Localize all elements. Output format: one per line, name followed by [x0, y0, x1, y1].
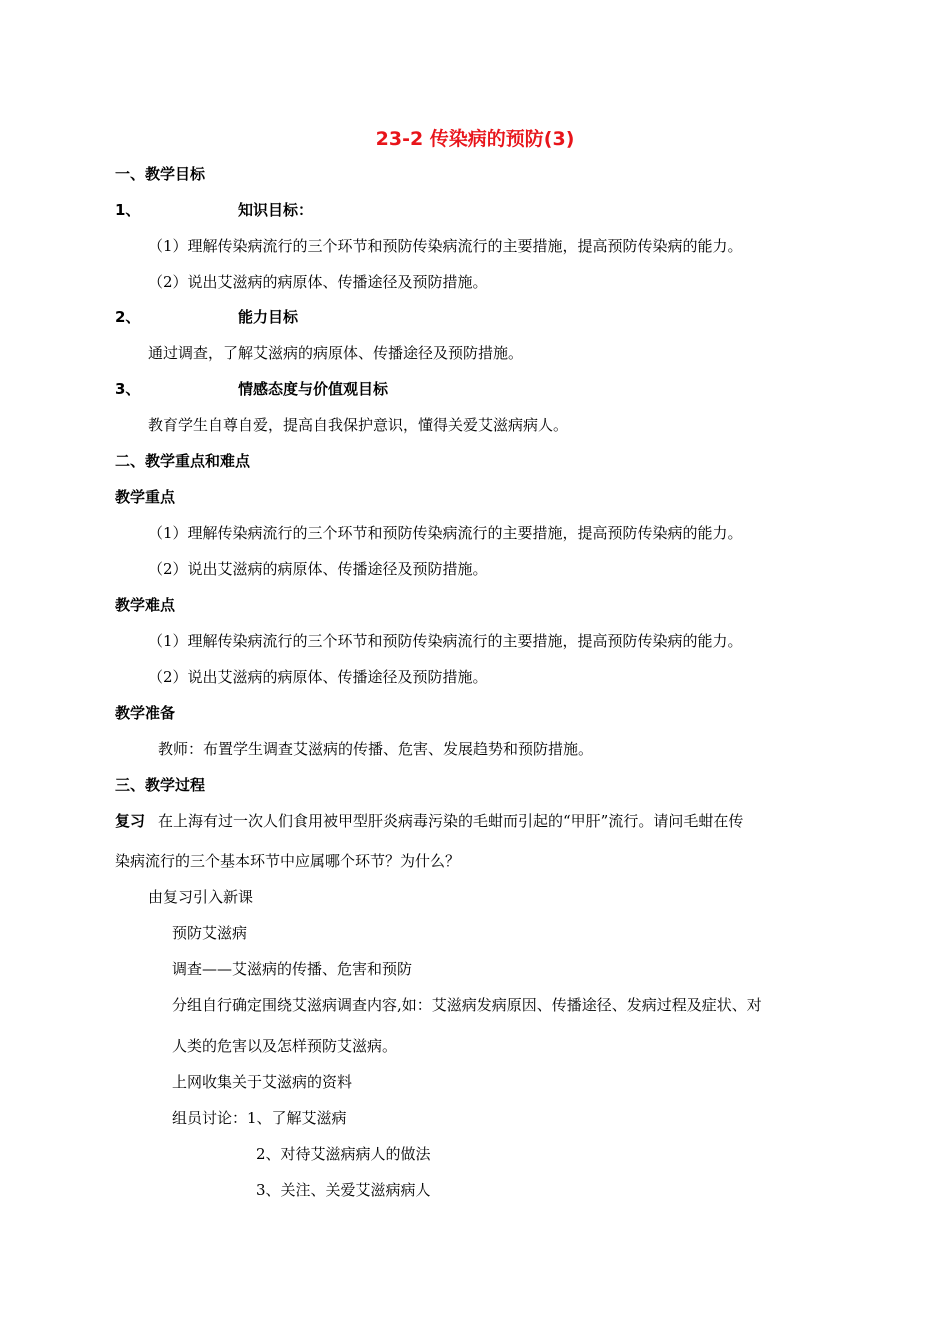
process-item-groups-line-1: 分组自行确定围绕艾滋病调查内容,如：艾滋病发病原因、传播途径、发病过程及症状、对	[172, 996, 762, 1014]
process-item-online: 上网收集关于艾滋病的资料	[172, 1073, 353, 1091]
process-item-survey: 调查——艾滋病的传播、危害和预防	[172, 960, 413, 978]
goal-3-text: 教育学生自尊自爱，提高自我保护意识，懂得关爱艾滋病病人。	[148, 416, 569, 434]
key-points-heading: 教学重点	[115, 488, 176, 506]
goal-2-label: 能力目标	[238, 308, 299, 326]
goal-1-label: 知识目标：	[238, 201, 314, 219]
discussion-item-2: 2、对待艾滋病病人的做法	[256, 1145, 431, 1163]
section-heading-process: 三、教学过程	[115, 776, 206, 794]
section-heading-key-points: 二、教学重点和难点	[115, 452, 251, 470]
goal-2-number: 2、	[115, 308, 141, 326]
review-text-line-2: 染病流行的三个基本环节中应属哪个环节？为什么？	[115, 852, 461, 870]
difficult-points-heading: 教学难点	[115, 596, 176, 614]
key-point-1: （1）理解传染病流行的三个环节和预防传染病流行的主要措施，提高预防传染病的能力。	[148, 524, 743, 542]
review-text-line-1: 在上海有过一次人们食用被甲型肝炎病毒污染的毛蚶而引起的“甲肝”流行。请问毛蚶在传	[158, 812, 744, 830]
goal-1-number: 1、	[115, 201, 141, 219]
document-title: 23-2 传染病的预防(3)	[375, 128, 575, 150]
process-intro: 由复习引入新课	[148, 888, 254, 906]
review-label: 复习	[115, 812, 146, 830]
difficult-point-1: （1）理解传染病流行的三个环节和预防传染病流行的主要措施，提高预防传染病的能力。	[148, 632, 743, 650]
difficult-point-2: （2）说出艾滋病的病原体、传播途径及预防措施。	[148, 668, 488, 686]
section-heading-objectives: 一、教学目标	[115, 165, 206, 183]
goal-3-number: 3、	[115, 380, 141, 398]
discussion-item-3: 3、关注、关爱艾滋病病人	[256, 1181, 431, 1199]
goal-2-text: 通过调查，了解艾滋病的病原体、传播途径及预防措施。	[148, 344, 524, 362]
goal-1-item-2: （2）说出艾滋病的病原体、传播途径及预防措施。	[148, 273, 488, 291]
process-item-groups-line-2: 人类的危害以及怎样预防艾滋病。	[172, 1037, 398, 1055]
goal-3-label: 情感态度与价值观目标	[238, 380, 389, 398]
key-point-2: （2）说出艾滋病的病原体、传播途径及预防措施。	[148, 560, 488, 578]
preparation-heading: 教学准备	[115, 704, 176, 722]
process-item-prevent: 预防艾滋病	[172, 924, 248, 942]
goal-1-item-1: （1）理解传染病流行的三个环节和预防传染病流行的主要措施，提高预防传染病的能力。	[148, 237, 743, 255]
discussion-item-1: 组员讨论：1、了解艾滋病	[172, 1109, 347, 1127]
preparation-text: 教师：布置学生调查艾滋病的传播、危害、发展趋势和预防措施。	[158, 740, 594, 758]
